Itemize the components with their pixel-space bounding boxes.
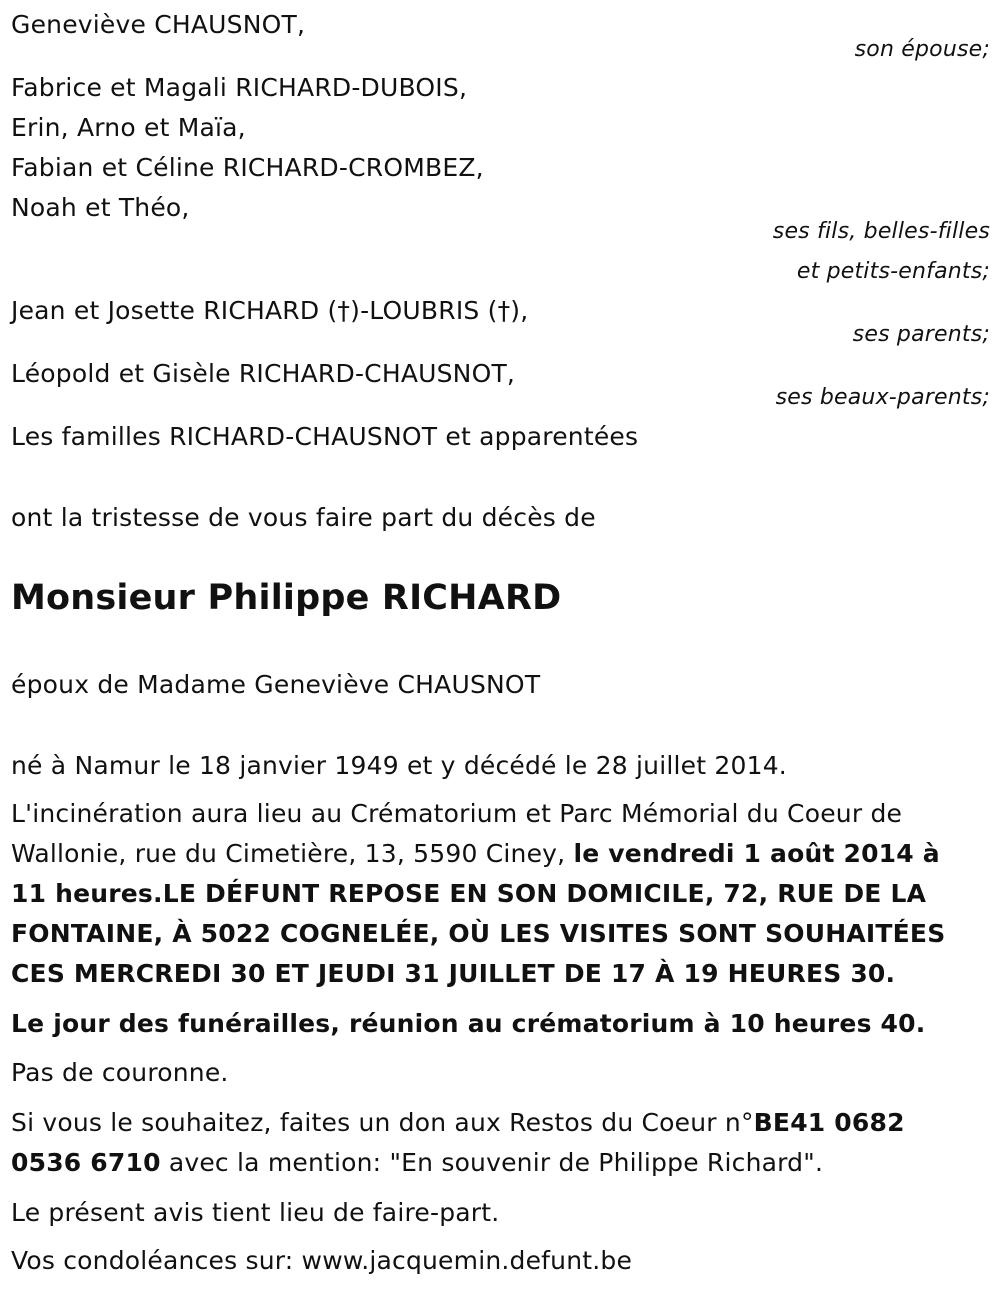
- ceremony-text: L'incinération aura lieu au Crématorium et Parc Mémorial du Coeur de Wallonie, rue du Cimetière, 13, 5590 Ciney,: [11, 799, 903, 868]
- donation-text: Si vous le souhaitez, faites un don aux Restos du Coeur n°: [11, 1108, 754, 1137]
- no-wreath-line: Pas de couronne.: [11, 1058, 229, 1087]
- parents-role: ses parents;: [852, 322, 990, 347]
- intro-line: ont la tristesse de vous faire part du décès de: [11, 503, 596, 532]
- notice-line: Le présent avis tient lieu de faire-part.: [11, 1198, 500, 1227]
- in-laws-name: Léopold et Gisèle RICHARD-CHAUSNOT,: [11, 359, 516, 388]
- children-line-3: Fabian et Céline RICHARD-CROMBEZ,: [11, 153, 484, 182]
- children-line-4: Noah et Théo,: [11, 193, 190, 222]
- families-line: Les familles RICHARD-CHAUSNOT et apparentées: [11, 422, 639, 451]
- donation-account: BE41 0682 0536 6710: [11, 1108, 905, 1177]
- funeral-day-line: Le jour des funérailles, réunion au crématorium à 10 heures 40.: [11, 1009, 926, 1038]
- children-role-2: et petits-enfants;: [796, 259, 990, 284]
- donation-paragraph: [11, 1103, 971, 1183]
- in-laws-role: ses beaux-parents;: [775, 385, 990, 410]
- ceremony-paragraph: [11, 794, 971, 994]
- spouse-of-line: époux de Madame Geneviève CHAUSNOT: [11, 670, 541, 699]
- birth-death-line: né à Namur le 18 janvier 1949 et y décédé le 28 juillet 2014.: [11, 751, 787, 780]
- parents-name: Jean et Josette RICHARD (†)-LOUBRIS (†),: [11, 296, 529, 325]
- ceremony-bold: le vendredi 1 août 2014 à 11 heures.LE DÉFUNT REPOSE EN SON DOMICILE, 72, RUE DE LA FONTAINE, À 5022 COGNELÉE, OÙ LES VISITES SONT SOUHAITÉES CES MERCREDI 30 ET JEUDI 31 JUILLET DE 17 À 19 HEURES 30.: [11, 839, 946, 988]
- children-line-1: Fabrice et Magali RICHARD-DUBOIS,: [11, 73, 468, 102]
- donation-mention: avec la mention: "En souvenir de Philippe Richard".: [160, 1148, 824, 1177]
- spouse-role: son épouse;: [854, 37, 990, 62]
- children-role-1: ses fils, belles-filles: [772, 219, 990, 244]
- children-line-2: Erin, Arno et Maïa,: [11, 113, 246, 142]
- condolences-line: Vos condoléances sur: www.jacquemin.defunt.be: [11, 1246, 633, 1275]
- spouse-name: Geneviève CHAUSNOT,: [11, 10, 306, 39]
- deceased-name: Monsieur Philippe RICHARD: [11, 578, 562, 618]
